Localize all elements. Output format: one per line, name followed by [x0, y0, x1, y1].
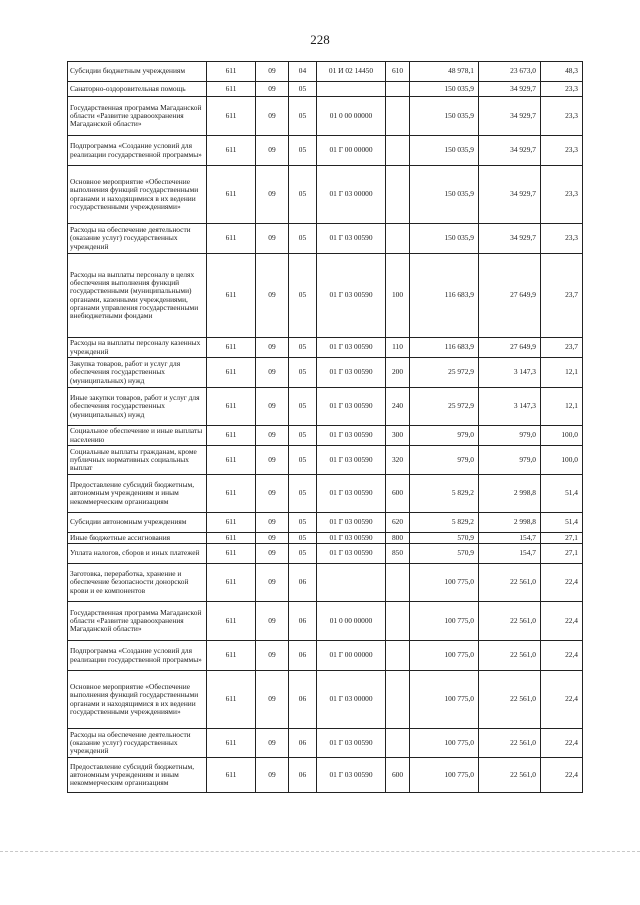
- expense-kind: [386, 564, 410, 602]
- expense-kind: 320: [386, 446, 410, 475]
- table-row: [68, 166, 583, 224]
- table-row: [68, 82, 583, 97]
- plan-amount: 150 035,9: [410, 82, 479, 97]
- actual-amount: 154,7: [479, 533, 541, 544]
- table-row: [68, 136, 583, 166]
- target-article: 01 Г 00 00000: [317, 136, 386, 166]
- section-code: 09: [256, 358, 289, 388]
- table-row: [68, 758, 583, 793]
- actual-amount: 34 929,7: [479, 82, 541, 97]
- expense-kind: 110: [386, 338, 410, 358]
- admin-code: 611: [207, 166, 256, 224]
- admin-code: 611: [207, 602, 256, 641]
- section-code: 09: [256, 254, 289, 338]
- target-article: 01 Г 03 00590: [317, 758, 386, 793]
- execution-percent: 51,4: [541, 475, 583, 513]
- section-code: 09: [256, 97, 289, 136]
- expense-kind: [386, 602, 410, 641]
- target-article: 01 Г 03 00590: [317, 475, 386, 513]
- plan-amount: 25 972,9: [410, 358, 479, 388]
- execution-percent: 100,0: [541, 426, 583, 446]
- subsection-code: 05: [289, 358, 317, 388]
- actual-amount: 34 929,7: [479, 97, 541, 136]
- execution-percent: 51,4: [541, 513, 583, 533]
- execution-percent: 12,1: [541, 358, 583, 388]
- admin-code: 611: [207, 533, 256, 544]
- actual-amount: 27 649,9: [479, 338, 541, 358]
- admin-code: 611: [207, 729, 256, 758]
- plan-amount: 979,0: [410, 446, 479, 475]
- execution-percent: 23,3: [541, 97, 583, 136]
- table-row: [68, 544, 583, 564]
- actual-amount: 22 561,0: [479, 564, 541, 602]
- row-name: Основное мероприятие «Обеспечение выполнения функций государственными органами и находящимися в их ведении государственными учреждениями»: [68, 671, 207, 729]
- execution-percent: 22,4: [541, 671, 583, 729]
- row-name: Субсидии автономным учреждениям: [68, 513, 207, 533]
- expense-kind: 800: [386, 533, 410, 544]
- target-article: 01 И 02 14450: [317, 62, 386, 82]
- admin-code: 611: [207, 544, 256, 564]
- subsection-code: 06: [289, 671, 317, 729]
- expense-kind: [386, 166, 410, 224]
- execution-percent: 23,3: [541, 82, 583, 97]
- execution-percent: 27,1: [541, 533, 583, 544]
- row-name: Подпрограмма «Создание условий для реализации государственной программы»: [68, 641, 207, 671]
- actual-amount: 34 929,7: [479, 136, 541, 166]
- subsection-code: 04: [289, 62, 317, 82]
- subsection-code: 05: [289, 544, 317, 564]
- expense-kind: [386, 97, 410, 136]
- subsection-code: 05: [289, 166, 317, 224]
- subsection-code: 05: [289, 136, 317, 166]
- target-article: 01 0 00 00000: [317, 602, 386, 641]
- table-row: [68, 602, 583, 641]
- row-name: Закупка товаров, работ и услуг для обеспечения государственных (муниципальных) нужд: [68, 358, 207, 388]
- plan-amount: 5 829,2: [410, 513, 479, 533]
- actual-amount: 34 929,7: [479, 224, 541, 254]
- plan-amount: 100 775,0: [410, 564, 479, 602]
- plan-amount: 5 829,2: [410, 475, 479, 513]
- row-name: Иные закупки товаров, работ и услуг для обеспечения государственных (муниципальных) нужд: [68, 388, 207, 426]
- target-article: 01 Г 03 00590: [317, 224, 386, 254]
- target-article: 01 Г 03 00590: [317, 254, 386, 338]
- target-article: [317, 82, 386, 97]
- plan-amount: 100 775,0: [410, 671, 479, 729]
- execution-percent: 48,3: [541, 62, 583, 82]
- expense-kind: [386, 224, 410, 254]
- actual-amount: 154,7: [479, 544, 541, 564]
- section-code: 09: [256, 641, 289, 671]
- execution-percent: 23,3: [541, 166, 583, 224]
- section-code: 09: [256, 475, 289, 513]
- admin-code: 611: [207, 475, 256, 513]
- table-row: [68, 446, 583, 475]
- plan-amount: 116 683,9: [410, 254, 479, 338]
- actual-amount: 22 561,0: [479, 602, 541, 641]
- execution-percent: 22,4: [541, 729, 583, 758]
- actual-amount: 23 673,0: [479, 62, 541, 82]
- plan-amount: 150 035,9: [410, 166, 479, 224]
- admin-code: 611: [207, 388, 256, 426]
- target-article: 01 Г 03 00590: [317, 544, 386, 564]
- table-row: [68, 358, 583, 388]
- plan-amount: 150 035,9: [410, 97, 479, 136]
- target-article: [317, 564, 386, 602]
- admin-code: 611: [207, 564, 256, 602]
- actual-amount: 27 649,9: [479, 254, 541, 338]
- table-row: [68, 564, 583, 602]
- plan-amount: 100 775,0: [410, 729, 479, 758]
- subsection-code: 05: [289, 388, 317, 426]
- target-article: 01 Г 03 00000: [317, 166, 386, 224]
- expense-kind: [386, 82, 410, 97]
- actual-amount: 22 561,0: [479, 641, 541, 671]
- target-article: 01 Г 03 00590: [317, 426, 386, 446]
- plan-amount: 570,9: [410, 533, 479, 544]
- expense-kind: 240: [386, 388, 410, 426]
- actual-amount: 979,0: [479, 446, 541, 475]
- plan-amount: 100 775,0: [410, 758, 479, 793]
- target-article: 01 Г 03 00590: [317, 338, 386, 358]
- target-article: 01 Г 03 00590: [317, 513, 386, 533]
- plan-amount: 979,0: [410, 426, 479, 446]
- row-name: Государственная программа Магаданской области «Развитие здравоохранения Магаданской области»: [68, 602, 207, 641]
- actual-amount: 3 147,3: [479, 388, 541, 426]
- section-code: 09: [256, 671, 289, 729]
- page-number: 228: [310, 32, 330, 47]
- section-code: 09: [256, 426, 289, 446]
- expense-kind: 300: [386, 426, 410, 446]
- subsection-code: 05: [289, 513, 317, 533]
- row-name: Расходы на выплаты персоналу казенных учреждений: [68, 338, 207, 358]
- subsection-code: 05: [289, 82, 317, 97]
- row-name: Субсидии бюджетным учреждениям: [68, 62, 207, 82]
- actual-amount: 22 561,0: [479, 758, 541, 793]
- section-code: 09: [256, 338, 289, 358]
- subsection-code: 05: [289, 254, 317, 338]
- row-name: Уплата налогов, сборов и иных платежей: [68, 544, 207, 564]
- expense-kind: [386, 671, 410, 729]
- actual-amount: 22 561,0: [479, 671, 541, 729]
- admin-code: 611: [207, 136, 256, 166]
- admin-code: 611: [207, 513, 256, 533]
- execution-percent: 22,4: [541, 564, 583, 602]
- actual-amount: 22 561,0: [479, 729, 541, 758]
- expense-kind: [386, 136, 410, 166]
- row-name: Предоставление субсидий бюджетным, автономным учреждениям и иным некоммерческим организациям: [68, 758, 207, 793]
- section-code: 09: [256, 82, 289, 97]
- admin-code: 611: [207, 641, 256, 671]
- target-article: 01 0 00 00000: [317, 97, 386, 136]
- section-code: 09: [256, 388, 289, 426]
- execution-percent: 22,4: [541, 641, 583, 671]
- subsection-code: 05: [289, 446, 317, 475]
- plan-amount: 570,9: [410, 544, 479, 564]
- row-name: Расходы на обеспечение деятельности (оказание услуг) государственных учреждений: [68, 224, 207, 254]
- plan-amount: 150 035,9: [410, 224, 479, 254]
- row-name: Расходы на выплаты персоналу в целях обеспечения выполнения функций государственными (муниципальными) органами, казенными учреждениями, органами управления государственными внебюджетными фондами: [68, 254, 207, 338]
- table-row: [68, 97, 583, 136]
- subsection-code: 05: [289, 533, 317, 544]
- row-name: Социальные выплаты гражданам, кроме публичных нормативных социальных выплат: [68, 446, 207, 475]
- admin-code: 611: [207, 97, 256, 136]
- budget-table: [67, 61, 583, 793]
- plan-amount: 25 972,9: [410, 388, 479, 426]
- row-name: Основное мероприятие «Обеспечение выполнения функций государственными органами и находящимися в их ведении государственными учреждениями»: [68, 166, 207, 224]
- plan-amount: 150 035,9: [410, 136, 479, 166]
- expense-kind: 850: [386, 544, 410, 564]
- section-code: 09: [256, 62, 289, 82]
- admin-code: 611: [207, 758, 256, 793]
- admin-code: 611: [207, 224, 256, 254]
- actual-amount: 979,0: [479, 426, 541, 446]
- section-code: 09: [256, 224, 289, 254]
- execution-percent: 100,0: [541, 446, 583, 475]
- subsection-code: 06: [289, 564, 317, 602]
- section-code: 09: [256, 136, 289, 166]
- execution-percent: 23,7: [541, 254, 583, 338]
- table-row: [68, 62, 583, 82]
- table-row: [68, 224, 583, 254]
- plan-amount: 48 978,1: [410, 62, 479, 82]
- subsection-code: 06: [289, 602, 317, 641]
- section-code: 09: [256, 513, 289, 533]
- expense-kind: 610: [386, 62, 410, 82]
- row-name: Санаторно-оздоровительная помощь: [68, 82, 207, 97]
- actual-amount: 34 929,7: [479, 166, 541, 224]
- target-article: 01 Г 03 00590: [317, 729, 386, 758]
- plan-amount: 116 683,9: [410, 338, 479, 358]
- subsection-code: 05: [289, 97, 317, 136]
- table-row: [68, 388, 583, 426]
- admin-code: 611: [207, 338, 256, 358]
- target-article: 01 Г 03 00590: [317, 388, 386, 426]
- row-name: Государственная программа Магаданской области «Развитие здравоохранения Магаданской области»: [68, 97, 207, 136]
- target-article: 01 Г 03 00590: [317, 446, 386, 475]
- admin-code: 611: [207, 62, 256, 82]
- section-code: 09: [256, 166, 289, 224]
- plan-amount: 100 775,0: [410, 602, 479, 641]
- admin-code: 611: [207, 426, 256, 446]
- row-name: Предоставление субсидий бюджетным, автономным учреждениям и иным некоммерческим организациям: [68, 475, 207, 513]
- section-code: 09: [256, 602, 289, 641]
- subsection-code: 05: [289, 224, 317, 254]
- expense-kind: [386, 729, 410, 758]
- subsection-code: 06: [289, 729, 317, 758]
- section-code: 09: [256, 446, 289, 475]
- admin-code: 611: [207, 671, 256, 729]
- section-code: 09: [256, 564, 289, 602]
- execution-percent: 23,3: [541, 136, 583, 166]
- table-row: [68, 338, 583, 358]
- plan-amount: 100 775,0: [410, 641, 479, 671]
- section-code: 09: [256, 533, 289, 544]
- subsection-code: 06: [289, 758, 317, 793]
- table-row: [68, 671, 583, 729]
- row-name: Социальное обеспечение и иные выплаты населению: [68, 426, 207, 446]
- target-article: 01 Г 00 00000: [317, 641, 386, 671]
- row-name: Расходы на обеспечение деятельности (оказание услуг) государственных учреждений: [68, 729, 207, 758]
- admin-code: 611: [207, 82, 256, 97]
- subsection-code: 05: [289, 475, 317, 513]
- target-article: 01 Г 03 00000: [317, 671, 386, 729]
- execution-percent: 22,4: [541, 758, 583, 793]
- target-article: 01 Г 03 00590: [317, 533, 386, 544]
- admin-code: 611: [207, 254, 256, 338]
- section-code: 09: [256, 758, 289, 793]
- admin-code: 611: [207, 446, 256, 475]
- scan-edge-line: [0, 851, 640, 852]
- table-body: [68, 62, 583, 793]
- section-code: 09: [256, 729, 289, 758]
- expense-kind: 600: [386, 475, 410, 513]
- admin-code: 611: [207, 358, 256, 388]
- section-code: 09: [256, 544, 289, 564]
- table-row: [68, 533, 583, 544]
- expense-kind: 200: [386, 358, 410, 388]
- actual-amount: 2 998,8: [479, 475, 541, 513]
- row-name: Заготовка, переработка, хранение и обеспечение безопасности донорской крови и ее компонентов: [68, 564, 207, 602]
- expense-kind: [386, 641, 410, 671]
- expense-kind: 100: [386, 254, 410, 338]
- subsection-code: 05: [289, 338, 317, 358]
- table-row: [68, 513, 583, 533]
- table-row: [68, 729, 583, 758]
- table-row: [68, 641, 583, 671]
- actual-amount: 3 147,3: [479, 358, 541, 388]
- expense-kind: 600: [386, 758, 410, 793]
- execution-percent: 23,7: [541, 338, 583, 358]
- execution-percent: 23,3: [541, 224, 583, 254]
- execution-percent: 27,1: [541, 544, 583, 564]
- table-row: [68, 426, 583, 446]
- expense-kind: 620: [386, 513, 410, 533]
- execution-percent: 22,4: [541, 602, 583, 641]
- subsection-code: 06: [289, 641, 317, 671]
- table-row: [68, 475, 583, 513]
- table-row: [68, 254, 583, 338]
- target-article: 01 Г 03 00590: [317, 358, 386, 388]
- row-name: Подпрограмма «Создание условий для реализации государственной программы»: [68, 136, 207, 166]
- row-name: Иные бюджетные ассигнования: [68, 533, 207, 544]
- actual-amount: 2 998,8: [479, 513, 541, 533]
- subsection-code: 05: [289, 426, 317, 446]
- execution-percent: 12,1: [541, 388, 583, 426]
